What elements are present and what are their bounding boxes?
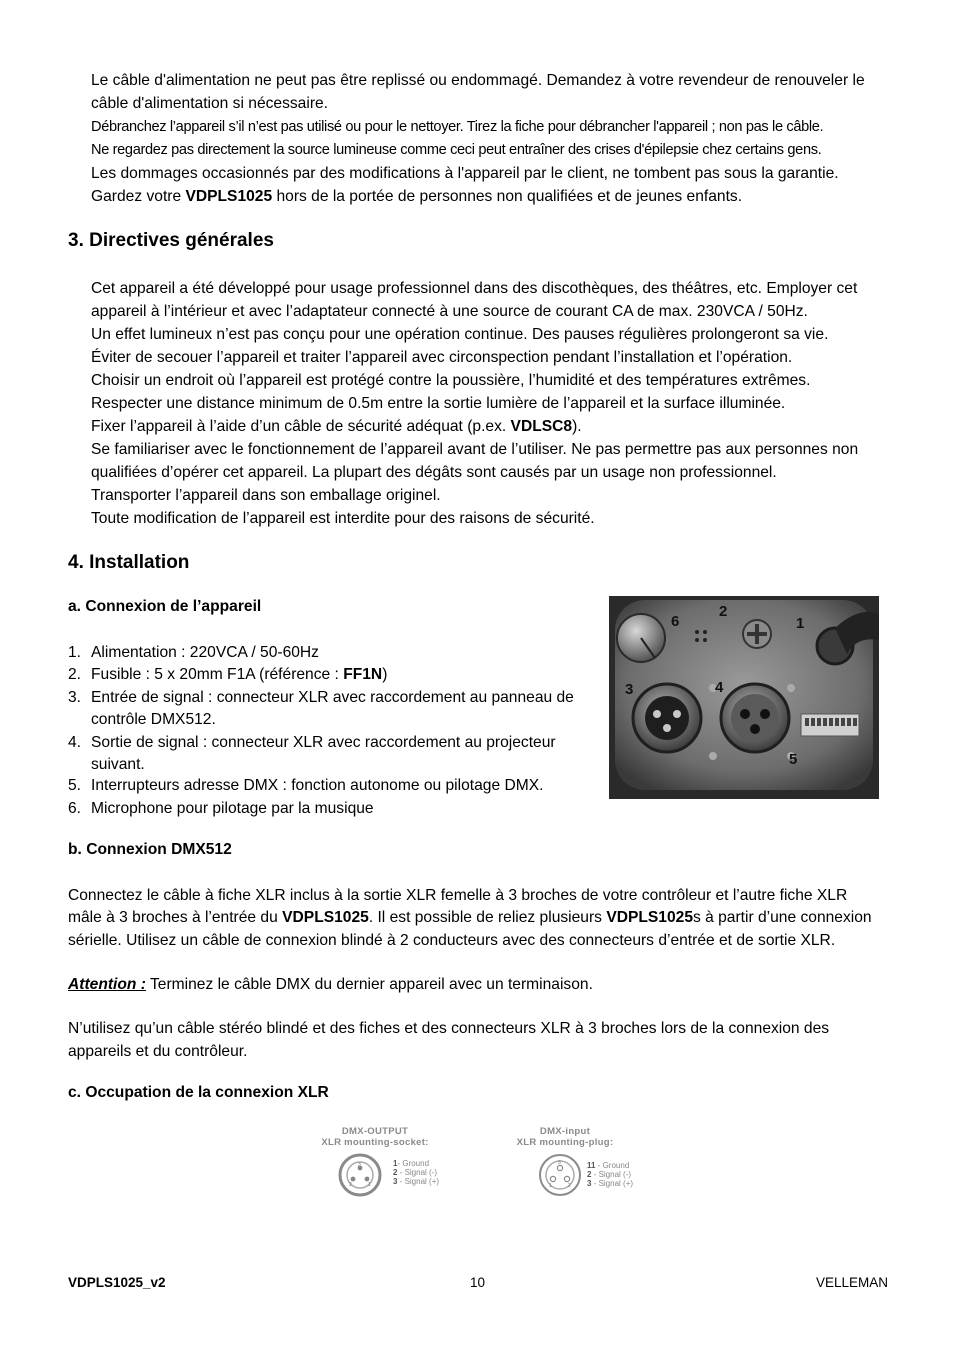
photo-label: 3 [625, 681, 634, 698]
attention-label: Attention : [68, 976, 146, 993]
list-item: Interrupteurs adresse DMX : fonction autonome ou pilotage DMX. [91, 777, 544, 794]
photo-label: 4 [715, 679, 724, 696]
b-line-1: Connectez le câble à fiche XLR inclus à la sortie XLR femelle à 3 broches de votre contrôleur et l’autre fiche XLR [68, 887, 848, 904]
photo-label: 1 [796, 615, 805, 632]
list-item: Microphone pour pilotage par la musique [91, 800, 374, 817]
photo-label: 6 [671, 613, 680, 630]
b-line-4: N’utilisez qu’un câble stéréo blindé et des fiches et des connecteurs XLR à 3 broches lors de la connexion des [68, 1020, 830, 1037]
subsection-b-heading: b. Connexion DMX512 [68, 841, 232, 858]
section-4-heading: 4. Installation [68, 552, 190, 573]
footer-page-number: 10 [470, 1275, 486, 1290]
list-item-number: 4. [68, 734, 82, 751]
list-item: Sortie de signal : connecteur XLR avec raccordement au projecteur [91, 734, 556, 751]
photo-label: 5 [789, 751, 798, 768]
footer-brand: VELLEMAN [816, 1275, 889, 1290]
intro-line-5: Les dommages occasionnés par des modifications à l'appareil par le client, ne tombent pas sous la garantie. [91, 165, 839, 182]
svg-text:1: 1 [549, 1183, 552, 1189]
s3-line-10: Transporter l’appareil dans son emballage originel. [91, 487, 441, 504]
s3-line-6: Respecter une distance minimum de 0.5m entre la sortie lumière de l’appareil et la surface illuminée. [91, 395, 786, 412]
xlr-plug-icon [537, 1152, 583, 1198]
list-item-number: 6. [68, 800, 82, 817]
list-item-number: 1. [68, 644, 82, 661]
list-item-number: 2. [68, 666, 82, 683]
subsection-c-heading: c. Occupation de la connexion XLR [68, 1084, 329, 1101]
b-line-5: appareils et du contrôleur. [68, 1043, 248, 1060]
list-item-number: 5. [68, 777, 82, 794]
intro-line-2: câble d'alimentation si nécessaire. [91, 95, 329, 112]
svg-text:3: 3 [358, 1162, 361, 1168]
s3-line-5: Choisir un endroit où l’appareil est protégé contre la poussière, l’humidité et des températures extrêmes. [91, 372, 811, 389]
b-line-3: sérielle. Utilisez un câble de connexion blindé à 2 conducteurs avec des connecteurs d’entrée et de sortie XLR. [68, 932, 836, 949]
s3-line-8: Se familiariser avec le fonctionnement de l’appareil avant de l’utiliser. Ne pas permettre pas aux personnes non [91, 441, 859, 458]
product-code: VDPLS1025 [185, 188, 273, 205]
intro-line-1: Le câble d'alimentation ne peut pas être replissé ou endommagé. Demandez à votre revendeur de renouveler le [91, 72, 865, 89]
svg-text:3: 3 [558, 1160, 561, 1166]
xlr-socket-icon [337, 1152, 383, 1198]
xlr-output-diagram: DMX-OUTPUT XLR mounting-socket: 3 2 1 1- Ground 2 - Signal (-) 3 - Signal (+) [315, 1126, 445, 1196]
subsection-a-heading: a. Connexion de l’appareil [68, 598, 262, 615]
s3-line-7: Fixer l’appareil à l’aide d’un câble de sécurité adéquat (p.ex. VDLSC8). [91, 418, 582, 435]
footer-doc-code: VDPLS1025_v2 [68, 1275, 166, 1290]
list-item-continuation: suivant. [91, 756, 145, 773]
list-item: Alimentation : 220VCA / 50-60Hz [91, 644, 319, 661]
safety-cable-code: VDLSC8 [510, 418, 573, 435]
list-item: Entrée de signal : connecteur XLR avec raccordement au panneau de [91, 689, 574, 706]
svg-text:2: 2 [568, 1183, 571, 1189]
svg-text:2: 2 [349, 1182, 352, 1188]
xlr-input-diagram: DMX-input XLR mounting-plug: 3 1 2 11 - Ground 2 - Signal (-) 3 - Signal (+) [515, 1126, 645, 1196]
intro-line-3: Débranchez l’appareil s’il n’est pas utilisé ou pour le nettoyer. Tirez la fiche pour débrancher l'appareil ; non pas le câble. [91, 119, 824, 135]
device-back-panel-photo [609, 596, 879, 799]
intro-line-6: Gardez votre VDPLS1025 hors de la portée de personnes non qualifiées et de jeunes enfants. [91, 188, 743, 205]
s3-line-4: Éviter de secouer l’appareil et traiter l’appareil avec circonspection pendant l’installation et l’opération. [91, 349, 793, 366]
list-item: Fusible : 5 x 20mm F1A (référence : FF1N) [91, 666, 388, 683]
s3-line-1: Cet appareil a été développé pour usage professionnel dans des discothèques, des théâtres, etc. Employer cet [91, 280, 858, 297]
section-3-heading: 3. Directives générales [68, 230, 274, 251]
list-item-continuation: contrôle DMX512. [91, 711, 216, 728]
s3-line-11: Toute modification de l’appareil est interdite pour des raisons de sécurité. [91, 510, 595, 527]
device-back-panel-illustration [609, 596, 879, 799]
list-item-number: 3. [68, 689, 82, 706]
attention-note: Attention : Terminez le câble DMX du dernier appareil avec un terminaison. [68, 976, 593, 993]
intro-line-4: Ne regardez pas directement la source lumineuse comme ceci peut entraîner des crises d'épilepsie chez certains gens. [91, 142, 822, 158]
s3-line-9: qualifiées d’opérer cet appareil. La plupart des dégâts sont causés par un usage non professionnel. [91, 464, 777, 481]
b-line-2: mâle à 3 broches à l’entrée du VDPLS1025. Il est possible de reliez plusieurs VDPLS1025s à partir d’une connexion [68, 909, 872, 926]
s3-line-2: appareil à l’intérieur et avec l’adaptateur connecté à une source de courant CA de max. 230VCA / 50Hz. [91, 303, 808, 320]
s3-line-3: Un effet lumineux n’est pas conçu pour une opération continue. Des pauses régulières prolongeront sa vie. [91, 326, 829, 343]
photo-label: 2 [719, 603, 728, 620]
svg-text:1: 1 [368, 1182, 371, 1188]
